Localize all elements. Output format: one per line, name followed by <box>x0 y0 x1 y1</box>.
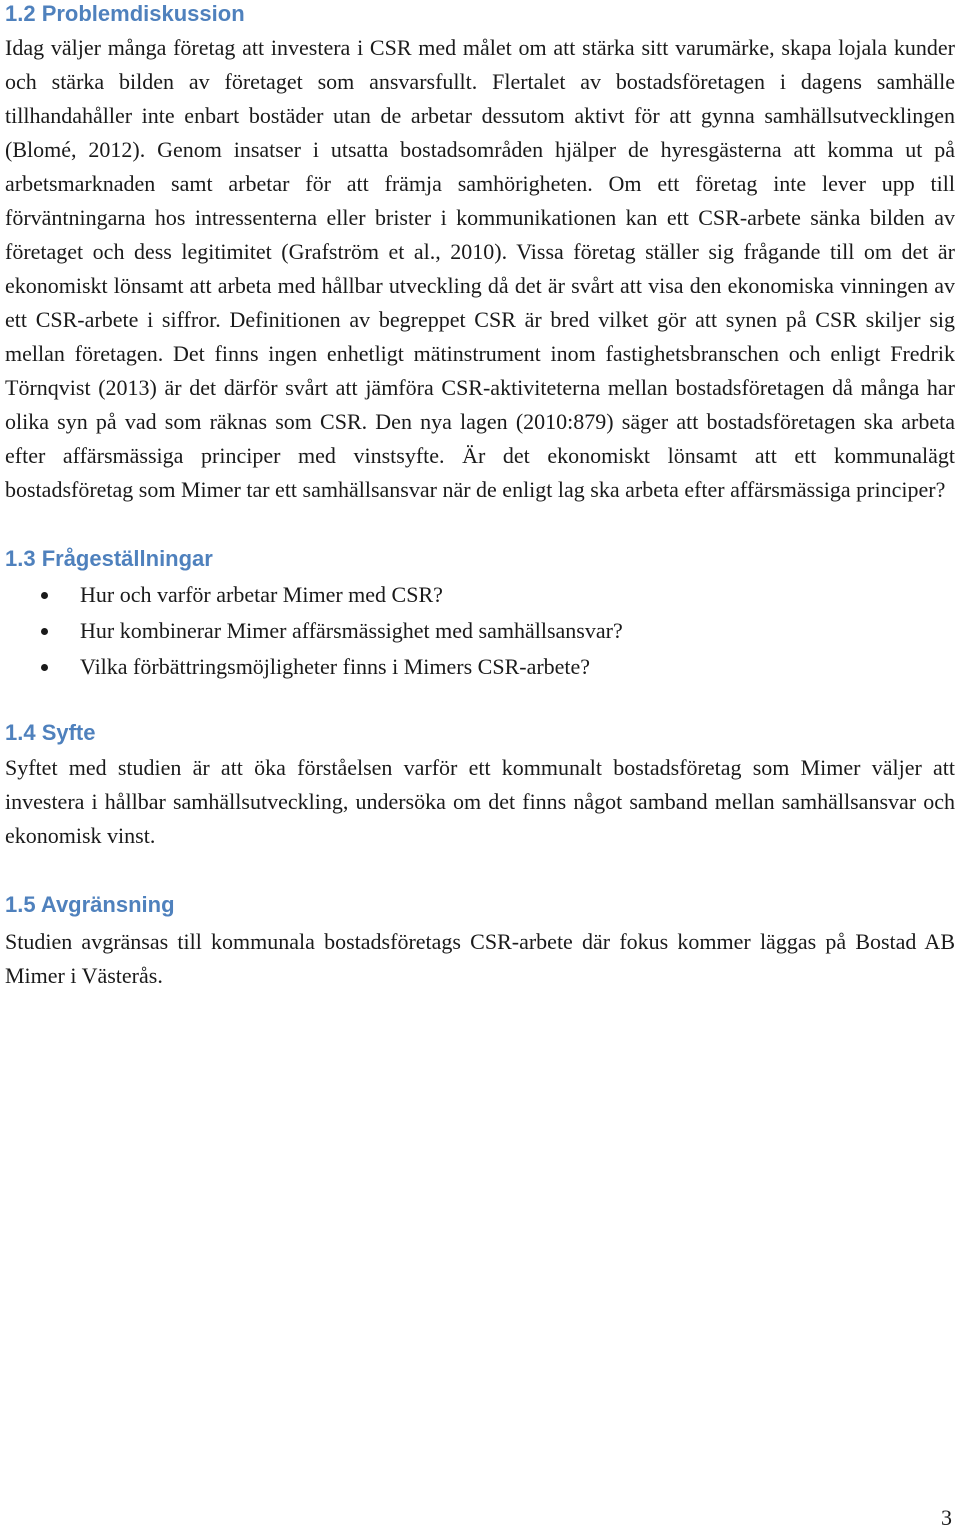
section-heading-fragestallningar: 1.3 Frågeställningar <box>5 546 213 571</box>
section-body-avgransning: Studien avgränsas till kommunala bostadsföretags CSR-arbete där fokus kommer läggas på Bostad AB Mimer i Västerås. <box>5 929 955 988</box>
bullet-icon <box>41 628 48 635</box>
section-heading-avgransning: 1.5 Avgränsning <box>5 892 175 917</box>
list-item-text: Vilka förbättringsmöjligheter finns i Mimers CSR-arbete? <box>80 654 591 679</box>
list-item <box>5 649 955 685</box>
list-item <box>5 577 955 613</box>
section-body-problemdiskussion: Idag väljer många företag att investera i CSR med målet om att stärka sitt varumärke, skapa lojala kunder och stärka bilden av företaget som ansvarsfullt. Flertalet av bostadsföretagen i dagens samhälle tillhandahåller inte enbart bostäder utan de arbetar dessutom aktivt för att gynna samhällsutvecklingen (Blomé, 2012). Genom insatser i utsatta bostadsområden hjälper de hyresgästerna att komma ut på arbetsmarknaden samt arbetar för att främja samhörigheten. Om ett företag inte lever upp till förväntningarna hos intressenterna eller brister i kommunikationen kan ett CSR-arbete sänka bilden av företaget och dess legitimitet (Grafström et al., 2010). Vissa företag ställer sig frågande till om det är ekonomiskt lönsamt att arbeta med hållbar utveckling då det är svårt att visa den ekonomiska vinningen av ett CSR-arbete i siffror. Definitionen av begreppet CSR är bred vilket gör att synen på CSR skiljer sig mellan företagen. Det finns ingen enhetligt mätinstrument inom fastighetsbranschen och enligt Fredrik Törnqvist (2013) är det därför svårt att jämföra CSR-aktiviteterna mellan bostadsföretagen då många har olika syn på vad som räknas som CSR. Den nya lagen (2010:879) säger att bostadsföretagen ska arbeta efter affärsmässiga principer med vinstsyfte. Är det ekonomiskt lönsamt att ett kommunalägt bostadsföretag som Mimer tar ett samhällsansvar när de enligt lag ska arbeta efter affärsmässiga principer? <box>5 35 955 502</box>
list-item <box>5 613 955 649</box>
list-item-text: Hur kombinerar Mimer affärsmässighet med samhällsansvar? <box>80 618 623 643</box>
section-heading-syfte: 1.4 Syfte <box>5 720 96 745</box>
question-list <box>5 577 955 685</box>
bullet-icon <box>41 664 48 671</box>
section-heading-problemdiskussion: 1.2 Problemdiskussion <box>5 1 245 26</box>
document-page <box>5 0 955 993</box>
section-body-syfte: Syftet med studien är att öka förståelsen varför ett kommunalt bostadsföretag som Mimer väljer att investera i hållbar samhällsutveckling, undersöka om det finns något samband mellan samhällsansvar och ekonomisk vinst. <box>5 755 955 848</box>
page-number: 3 <box>941 1505 952 1530</box>
bullet-icon <box>41 592 48 599</box>
list-item-text: Hur och varför arbetar Mimer med CSR? <box>80 582 443 607</box>
